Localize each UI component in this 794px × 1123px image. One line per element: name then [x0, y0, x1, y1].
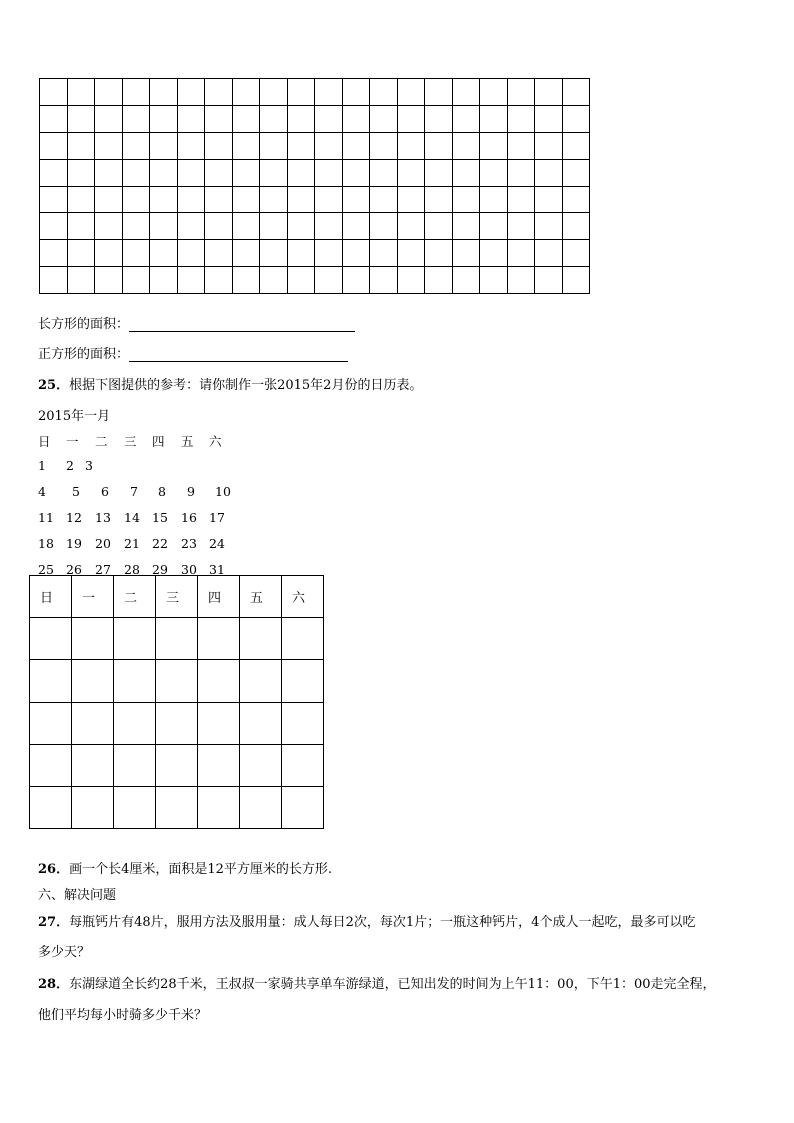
february-day-cell[interactable]: [240, 660, 282, 702]
grid-cell[interactable]: [150, 213, 178, 240]
february-day-cell[interactable]: [114, 660, 156, 702]
grid-cell[interactable]: [287, 267, 315, 294]
weekday-label: 三: [124, 434, 137, 449]
february-day-cell[interactable]: [72, 618, 114, 660]
grid-cell[interactable]: [535, 79, 563, 106]
grid-cell[interactable]: [205, 186, 233, 213]
grid-cell[interactable]: [480, 186, 508, 213]
grid-cell[interactable]: [370, 213, 398, 240]
january-day: 19: [66, 536, 82, 551]
grid-cell[interactable]: [122, 105, 150, 132]
grid-cell[interactable]: [425, 105, 453, 132]
grid-cell[interactable]: [535, 240, 563, 267]
february-day-cell[interactable]: [240, 618, 282, 660]
question-26: [38, 858, 332, 877]
january-day: 8: [158, 484, 166, 499]
grid-cell[interactable]: [370, 240, 398, 267]
grid-cell[interactable]: [260, 79, 288, 106]
grid-cell[interactable]: [67, 132, 95, 159]
grid-cell[interactable]: [260, 132, 288, 159]
february-day-cell[interactable]: [114, 618, 156, 660]
january-day: 10: [215, 484, 231, 499]
question-26-text: 画一个长4厘米，面积是12平方厘米的长方形.: [69, 862, 333, 877]
grid-cell[interactable]: [67, 79, 95, 106]
grid-cell[interactable]: [370, 132, 398, 159]
february-header-cell: 二: [114, 576, 156, 618]
february-day-cell[interactable]: [72, 702, 114, 744]
grid-cell[interactable]: [562, 267, 590, 294]
february-header-cell: 四: [198, 576, 240, 618]
grid-cell[interactable]: [260, 186, 288, 213]
february-week-row: [30, 660, 324, 702]
grid-cell[interactable]: [535, 105, 563, 132]
grid-cell[interactable]: [315, 213, 343, 240]
grid-cell[interactable]: [287, 186, 315, 213]
grid-cell[interactable]: [40, 79, 68, 106]
february-header-cell: 日: [30, 576, 72, 618]
grid-cell[interactable]: [122, 159, 150, 186]
february-day-cell[interactable]: [198, 702, 240, 744]
february-day-cell[interactable]: [30, 660, 72, 702]
february-day-cell[interactable]: [240, 702, 282, 744]
grid-cell[interactable]: [287, 105, 315, 132]
grid-cell[interactable]: [232, 79, 260, 106]
january-day: 13: [95, 510, 111, 525]
grid-cell[interactable]: [95, 79, 123, 106]
grid-cell[interactable]: [287, 240, 315, 267]
february-day-cell[interactable]: [282, 660, 324, 702]
grid-cell[interactable]: [122, 79, 150, 106]
grid-cell[interactable]: [40, 186, 68, 213]
february-header-cell: 六: [282, 576, 324, 618]
square-area-label: 正方形的面积：: [38, 347, 130, 362]
grid-cell[interactable]: [315, 105, 343, 132]
grid-cell[interactable]: [480, 105, 508, 132]
grid-cell[interactable]: [370, 79, 398, 106]
grid-cell[interactable]: [122, 267, 150, 294]
february-header-cell: 一: [72, 576, 114, 618]
grid-cell[interactable]: [67, 159, 95, 186]
february-day-cell[interactable]: [156, 744, 198, 786]
rect-area-row: [38, 313, 355, 332]
january-day: 6: [101, 484, 109, 499]
february-header-cell: 五: [240, 576, 282, 618]
grid-cell[interactable]: [122, 213, 150, 240]
february-day-cell[interactable]: [156, 660, 198, 702]
february-day-cell[interactable]: [198, 744, 240, 786]
grid-cell[interactable]: [397, 186, 425, 213]
question-25-text: 根据下图提供的参考：请你制作一张2015年2月份的日历表。: [69, 378, 423, 393]
grid-cell[interactable]: [232, 240, 260, 267]
question-28-number: 28．: [38, 977, 70, 992]
grid-cell[interactable]: [425, 240, 453, 267]
january-day: 29: [152, 562, 168, 577]
january-day: 7: [130, 484, 138, 499]
grid-cell[interactable]: [342, 105, 370, 132]
grid-cell[interactable]: [177, 105, 205, 132]
question-25-number: 25．: [38, 378, 70, 393]
february-day-cell[interactable]: [72, 786, 114, 828]
grid-cell[interactable]: [342, 159, 370, 186]
february-day-cell[interactable]: [282, 786, 324, 828]
january-day: 14: [124, 510, 140, 525]
january-day: 23: [181, 536, 197, 551]
grid-cell[interactable]: [507, 267, 535, 294]
february-day-cell[interactable]: [282, 702, 324, 744]
grid-cell[interactable]: [122, 240, 150, 267]
grid-cell[interactable]: [425, 132, 453, 159]
grid-cell[interactable]: [287, 213, 315, 240]
grid-cell[interactable]: [452, 240, 480, 267]
grid-cell[interactable]: [287, 79, 315, 106]
january-day: 26: [66, 562, 82, 577]
grid-cell[interactable]: [370, 267, 398, 294]
grid-cell[interactable]: [452, 213, 480, 240]
grid-cell[interactable]: [177, 159, 205, 186]
grid-cell[interactable]: [205, 79, 233, 106]
grid-row: [40, 79, 590, 106]
grid-row: [40, 267, 590, 294]
grid-row: [40, 213, 590, 240]
question-28-line-2: 他们平均每小时骑多少千米？: [38, 1008, 208, 1023]
february-day-cell[interactable]: [72, 744, 114, 786]
grid-cell[interactable]: [562, 79, 590, 106]
january-day: 20: [95, 536, 111, 551]
february-day-cell[interactable]: [156, 702, 198, 744]
february-day-cell[interactable]: [30, 744, 72, 786]
grid-cell[interactable]: [287, 159, 315, 186]
grid-cell[interactable]: [40, 159, 68, 186]
february-calendar-table: [29, 575, 324, 829]
january-day: 25: [38, 562, 54, 577]
grid-cell[interactable]: [535, 132, 563, 159]
grid-cell[interactable]: [535, 159, 563, 186]
grid-cell[interactable]: [397, 159, 425, 186]
grid-cell[interactable]: [40, 132, 68, 159]
square-area-answer-line[interactable]: [129, 347, 348, 362]
grid-cell[interactable]: [260, 105, 288, 132]
grid-cell[interactable]: [342, 240, 370, 267]
grid-cell[interactable]: [205, 132, 233, 159]
february-day-cell[interactable]: [282, 744, 324, 786]
february-day-cell[interactable]: [30, 702, 72, 744]
rect-area-label: 长方形的面积：: [38, 317, 130, 332]
weekday-label: 五: [181, 434, 194, 449]
question-28-line-1: [38, 973, 716, 992]
grid-cell[interactable]: [40, 240, 68, 267]
january-day: 27: [95, 562, 111, 577]
grid-cell[interactable]: [562, 132, 590, 159]
february-day-cell[interactable]: [30, 618, 72, 660]
grid-cell[interactable]: [452, 159, 480, 186]
grid-cell[interactable]: [562, 213, 590, 240]
january-day: 16: [181, 510, 197, 525]
grid-cell[interactable]: [177, 132, 205, 159]
grid-cell[interactable]: [315, 186, 343, 213]
grid-cell[interactable]: [232, 159, 260, 186]
january-day: 22: [152, 536, 168, 551]
grid-cell[interactable]: [397, 267, 425, 294]
grid-cell[interactable]: [452, 186, 480, 213]
grid-cell[interactable]: [150, 186, 178, 213]
grid-cell[interactable]: [397, 240, 425, 267]
grid-cell[interactable]: [342, 213, 370, 240]
grid-cell[interactable]: [260, 267, 288, 294]
grid-cell[interactable]: [40, 213, 68, 240]
january-day: 5: [72, 484, 80, 499]
grid-cell[interactable]: [150, 79, 178, 106]
drawing-grid: [39, 78, 590, 294]
grid-cell[interactable]: [95, 186, 123, 213]
grid-cell[interactable]: [315, 132, 343, 159]
grid-cell[interactable]: [507, 213, 535, 240]
january-day: 21: [124, 536, 140, 551]
february-week-row: [30, 786, 324, 828]
rect-area-answer-line[interactable]: [129, 317, 355, 332]
grid-cell[interactable]: [480, 267, 508, 294]
grid-cell[interactable]: [177, 186, 205, 213]
grid-cell[interactable]: [205, 159, 233, 186]
grid-cell[interactable]: [480, 213, 508, 240]
grid-cell[interactable]: [452, 132, 480, 159]
grid-row: [40, 240, 590, 267]
grid-cell[interactable]: [342, 79, 370, 106]
grid-cell[interactable]: [315, 79, 343, 106]
january-day: 30: [181, 562, 197, 577]
grid-cell[interactable]: [397, 105, 425, 132]
grid-cell[interactable]: [67, 267, 95, 294]
january-day: 28: [124, 562, 140, 577]
january-day: 31: [209, 562, 225, 577]
grid-cell[interactable]: [150, 267, 178, 294]
grid-cell[interactable]: [315, 267, 343, 294]
grid-cell[interactable]: [232, 267, 260, 294]
february-day-cell[interactable]: [198, 660, 240, 702]
grid-cell[interactable]: [232, 186, 260, 213]
grid-cell[interactable]: [342, 267, 370, 294]
grid-cell[interactable]: [425, 79, 453, 106]
grid-cell[interactable]: [507, 159, 535, 186]
question-25: [38, 374, 422, 393]
grid-cell[interactable]: [562, 186, 590, 213]
grid-cell[interactable]: [535, 267, 563, 294]
grid-cell[interactable]: [480, 159, 508, 186]
grid-cell[interactable]: [95, 132, 123, 159]
grid-cell[interactable]: [507, 132, 535, 159]
february-week-row: [30, 702, 324, 744]
question-27-line-2: 多少天？: [38, 945, 91, 960]
grid-cell[interactable]: [95, 159, 123, 186]
grid-cell[interactable]: [177, 79, 205, 106]
january-day: 17: [209, 510, 225, 525]
grid-cell[interactable]: [397, 79, 425, 106]
grid-cell[interactable]: [397, 213, 425, 240]
grid-cell[interactable]: [507, 240, 535, 267]
january-day: 15: [152, 510, 168, 525]
february-day-cell[interactable]: [114, 786, 156, 828]
question-27-number: 27．: [38, 915, 70, 930]
grid-cell[interactable]: [95, 105, 123, 132]
grid-cell[interactable]: [507, 105, 535, 132]
february-header-cell: 三: [156, 576, 198, 618]
february-header-row: [30, 576, 324, 618]
grid-cell[interactable]: [67, 186, 95, 213]
question-27-line-1: [38, 911, 695, 930]
grid-cell[interactable]: [480, 240, 508, 267]
january-day: 1: [38, 458, 46, 473]
grid-cell[interactable]: [95, 213, 123, 240]
january-title: 2015年一月: [38, 409, 111, 424]
grid-cell[interactable]: [315, 159, 343, 186]
january-day: 3: [85, 458, 93, 473]
grid-cell[interactable]: [177, 267, 205, 294]
grid-cell[interactable]: [535, 213, 563, 240]
grid-row: [40, 186, 590, 213]
question-28-text: 东湖绿道全长约28千米，王叔叔一家骑共享单车游绿道，已知出发的时间为上午11：00，下午1：00走完全程，: [69, 977, 716, 992]
grid-cell[interactable]: [67, 213, 95, 240]
grid-cell[interactable]: [232, 105, 260, 132]
grid-cell[interactable]: [315, 240, 343, 267]
grid-cell[interactable]: [122, 132, 150, 159]
grid-cell[interactable]: [397, 132, 425, 159]
january-day: 4: [38, 484, 46, 499]
february-day-cell[interactable]: [114, 702, 156, 744]
grid-cell[interactable]: [177, 240, 205, 267]
grid-cell[interactable]: [260, 213, 288, 240]
february-day-cell[interactable]: [72, 660, 114, 702]
grid-cell[interactable]: [507, 186, 535, 213]
grid-cell[interactable]: [535, 186, 563, 213]
grid-cell[interactable]: [232, 132, 260, 159]
january-day: 2: [66, 458, 74, 473]
february-day-cell[interactable]: [282, 618, 324, 660]
grid-cell[interactable]: [205, 213, 233, 240]
february-day-cell[interactable]: [198, 618, 240, 660]
grid-cell[interactable]: [67, 240, 95, 267]
grid-cell[interactable]: [452, 267, 480, 294]
weekday-label: 一: [66, 434, 79, 449]
grid-cell[interactable]: [150, 240, 178, 267]
grid-cell[interactable]: [40, 105, 68, 132]
grid-cell[interactable]: [342, 132, 370, 159]
grid-cell[interactable]: [452, 79, 480, 106]
grid-cell[interactable]: [177, 213, 205, 240]
grid-cell[interactable]: [562, 105, 590, 132]
grid-cell[interactable]: [260, 159, 288, 186]
square-area-row: [38, 343, 348, 362]
grid-cell[interactable]: [205, 267, 233, 294]
question-26-number: 26．: [38, 862, 70, 877]
weekday-label: 四: [152, 434, 165, 449]
grid-cell[interactable]: [232, 213, 260, 240]
january-day: 18: [38, 536, 54, 551]
february-day-cell[interactable]: [114, 744, 156, 786]
grid-cell[interactable]: [122, 186, 150, 213]
february-day-cell[interactable]: [240, 744, 282, 786]
grid-cell[interactable]: [480, 79, 508, 106]
grid-cell[interactable]: [370, 159, 398, 186]
february-day-cell[interactable]: [30, 786, 72, 828]
january-day: 11: [38, 510, 54, 525]
grid-cell[interactable]: [562, 159, 590, 186]
february-day-cell[interactable]: [156, 786, 198, 828]
weekday-label: 六: [209, 434, 222, 449]
february-week-row: [30, 618, 324, 660]
section-6-heading: 六、解决问题: [38, 888, 117, 903]
grid-cell[interactable]: [260, 240, 288, 267]
february-week-row: [30, 744, 324, 786]
grid-row: [40, 159, 590, 186]
grid-row: [40, 132, 590, 159]
grid-cell[interactable]: [40, 267, 68, 294]
grid-cell[interactable]: [287, 132, 315, 159]
grid-cell[interactable]: [150, 105, 178, 132]
grid-cell[interactable]: [95, 267, 123, 294]
grid-cell[interactable]: [370, 105, 398, 132]
grid-cell[interactable]: [425, 186, 453, 213]
grid-cell[interactable]: [205, 105, 233, 132]
grid-cell[interactable]: [425, 159, 453, 186]
grid-cell[interactable]: [67, 105, 95, 132]
grid-cell[interactable]: [452, 105, 480, 132]
february-day-cell[interactable]: [156, 618, 198, 660]
grid-cell[interactable]: [370, 186, 398, 213]
grid-row: [40, 105, 590, 132]
grid-cell[interactable]: [507, 79, 535, 106]
january-day: 9: [187, 484, 195, 499]
grid-cell[interactable]: [425, 213, 453, 240]
january-day: 12: [66, 510, 82, 525]
grid-cell[interactable]: [95, 240, 123, 267]
weekday-label: 二: [95, 434, 108, 449]
grid-cell[interactable]: [562, 240, 590, 267]
grid-cell[interactable]: [425, 267, 453, 294]
february-day-cell[interactable]: [240, 786, 282, 828]
grid-cell[interactable]: [480, 132, 508, 159]
grid-cell[interactable]: [342, 186, 370, 213]
grid-cell[interactable]: [150, 132, 178, 159]
weekday-label: 日: [38, 434, 51, 449]
grid-cell[interactable]: [150, 159, 178, 186]
grid-cell[interactable]: [205, 240, 233, 267]
question-27-text: 每瓶钙片有48片，服用方法及服用量：成人每日2次，每次1片；一瓶这种钙片，4个成人一起吃，最多可以吃: [69, 915, 696, 930]
february-day-cell[interactable]: [198, 786, 240, 828]
january-day: 24: [209, 536, 225, 551]
